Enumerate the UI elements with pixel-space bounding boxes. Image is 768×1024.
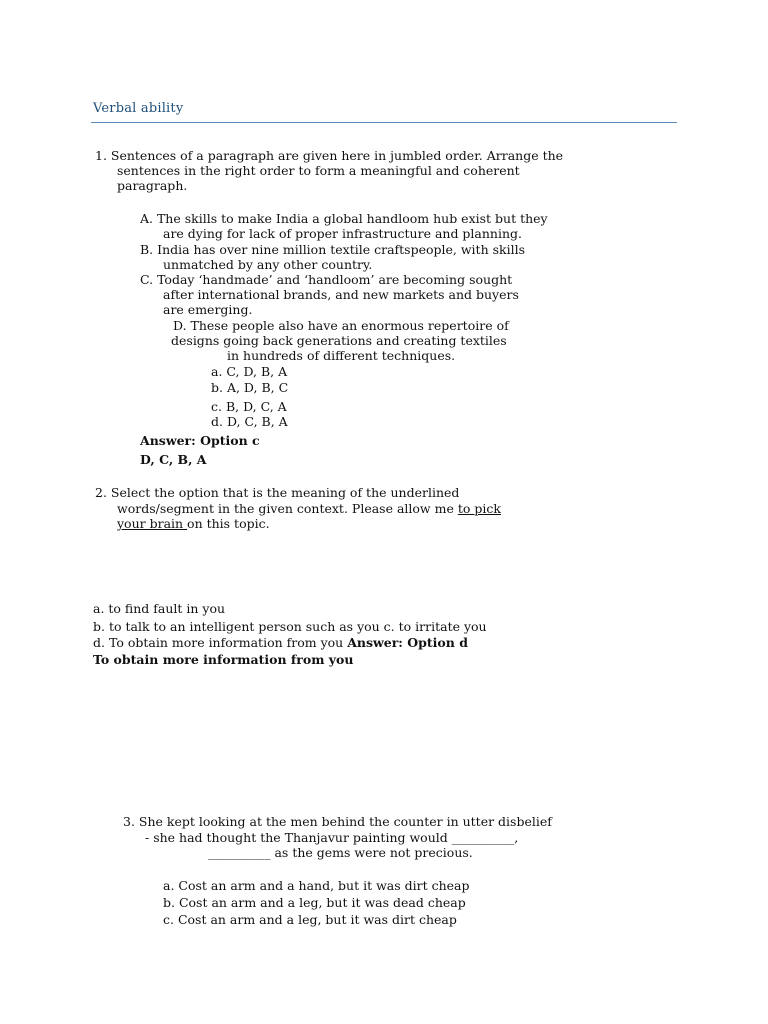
- q1-stem-line-2: sentences in the right order to form a meaningful and coherent: [117, 163, 520, 178]
- q2-answer-value: To obtain more information from you: [93, 652, 354, 667]
- section-title: Verbal ability: [93, 101, 184, 116]
- q1-sentence-c-line-3: are emerging.: [163, 302, 253, 317]
- q1-sentence-d-line-2: designs going back generations and creating textiles: [171, 333, 507, 348]
- q1-sentence-c-line-2: after international brands, and new markets and buyers: [163, 287, 519, 302]
- header-divider: [91, 122, 677, 123]
- q2-option-a: a. to find fault in you: [93, 601, 226, 616]
- q1-answer-label: Answer: Option c: [140, 433, 260, 448]
- q3-option-c: c. Cost an arm and a leg, but it was dirt cheap: [163, 912, 457, 927]
- q1-option-c: c. B, D, C, A: [211, 399, 287, 414]
- q2-underlined-phrase-part-2: your brain: [117, 516, 188, 531]
- q1-option-d: d. D, C, B, A: [211, 414, 288, 429]
- q1-stem-line-1: 1. Sentences of a paragraph are given here in jumbled order. Arrange the: [95, 148, 564, 163]
- q2-option-d-line: [93, 635, 468, 650]
- q2-stem-line-2: [117, 501, 501, 516]
- q2-stem-line-3-text: on this topic.: [187, 516, 270, 531]
- q3-option-b: b. Cost an arm and a leg, but it was dead cheap: [163, 895, 466, 910]
- q2-underlined-phrase-part-1: to pick: [457, 501, 501, 516]
- q2-stem-line-2-text: words/segment in the given context. Please allow me: [117, 501, 458, 516]
- q3-stem-line-2: - she had thought the Thanjavur painting would __________,: [145, 830, 519, 845]
- q1-answer-value: D, C, B, A: [140, 452, 207, 467]
- q1-sentence-c-line-1: C. Today ‘handmade’ and ‘handloom’ are becoming sought: [140, 272, 513, 287]
- q2-stem-line-3: [117, 516, 270, 531]
- q1-sentence-b-line-1: B. India has over nine million textile craftspeople, with skills: [140, 242, 525, 257]
- q3-option-a: a. Cost an arm and a hand, but it was dirt cheap: [163, 878, 470, 893]
- q2-option-b-c: b. to talk to an intelligent person such as you c. to irritate you: [93, 619, 487, 634]
- q1-sentence-a-line-1: A. The skills to make India a global handloom hub exist but they: [140, 211, 548, 226]
- q1-sentence-d-line-1: D. These people also have an enormous repertoire of: [173, 318, 509, 333]
- q1-sentence-a-line-2: are dying for lack of proper infrastructure and planning.: [163, 226, 523, 241]
- q1-sentence-b-line-2: unmatched by any other country.: [163, 257, 373, 272]
- q1-sentence-d-line-3: in hundreds of different techniques.: [227, 348, 456, 363]
- q1-option-b: b. A, D, B, C: [211, 380, 289, 395]
- q1-option-a: a. C, D, B, A: [211, 364, 288, 379]
- q2-stem-line-1: 2. Select the option that is the meaning of the underlined: [95, 485, 460, 500]
- q3-stem-line-3: __________ as the gems were not precious.: [208, 845, 473, 860]
- q1-stem-line-3: paragraph.: [117, 178, 188, 193]
- q3-stem-line-1: 3. She kept looking at the men behind the counter in utter disbelief: [123, 814, 552, 829]
- q2-answer-label: Answer: Option d: [347, 635, 468, 650]
- q2-option-d: d. To obtain more information from you: [93, 635, 348, 650]
